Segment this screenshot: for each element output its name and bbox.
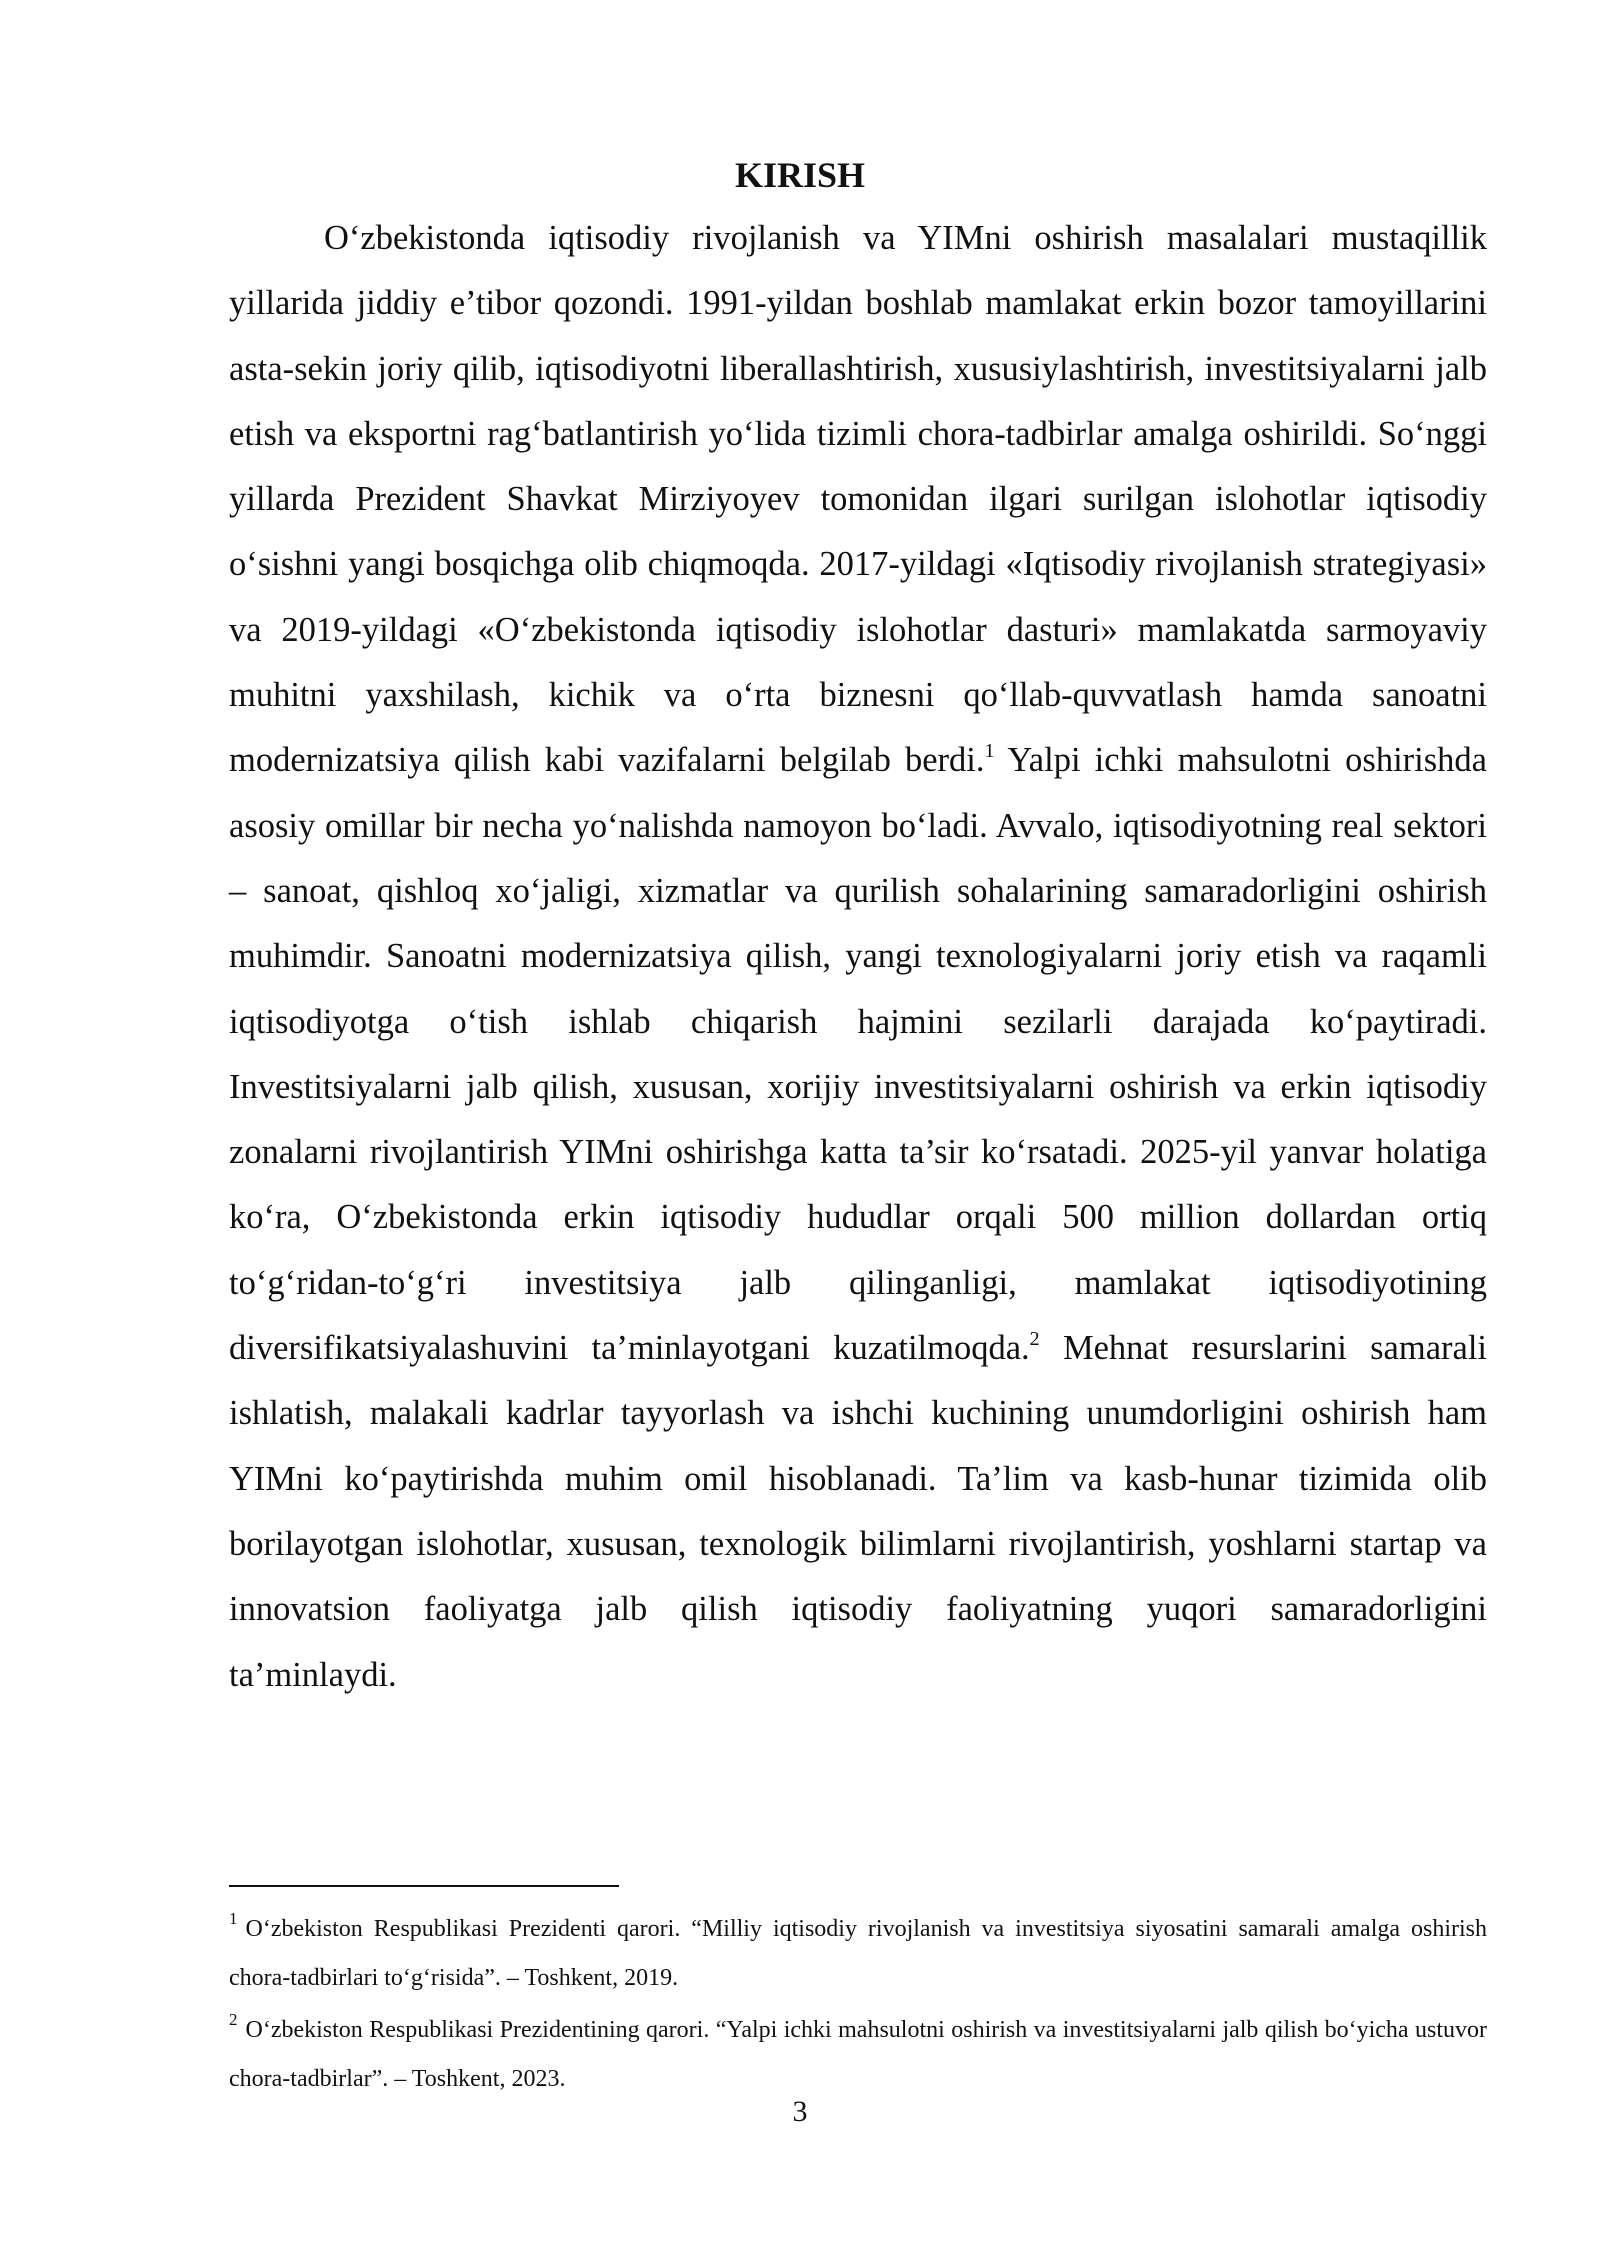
footnote-text-2: O‘zbekiston Respublikasi Prezidentining qarori. “Yalpi ichki mahsulotni oshirish va investitsiyalarni jalb qilish bo‘yicha ustuvor chora-tadbirlar”. – Toshkent, 2023. [229,2017,1487,2092]
body-paragraph [229,206,1487,1708]
page-number: 3 [792,2095,808,2128]
footnote-marker-2: 2 [229,2010,238,2029]
footnote-separator [229,1885,619,1887]
footnote-1 [229,1905,1487,2003]
footnote-reference-2[interactable]: 2 [1029,1328,1040,1351]
section-heading: KIRISH [734,155,866,195]
footnote-2 [229,2006,1487,2104]
body-text-part-2: Yalpi ichki mahsulotni oshirishda asosiy omillar bir necha yo‘nalishda namoyon bo‘ladi. Avvalo, iqtisodiyotning real sektori – sanoat, qishloq xo‘jaligi, xizmatlar va qurilish sohalarining samaradorligini oshirish muhimdir. Sanoatni modernizatsiya qilish, yangi texnologiyalarni joriy etish va raqamli iqtisodiyotga o‘tish ishlab chiqarish hajmini sezilarli darajada ko‘paytiradi. Investitsiyalarni jalb qilish, xususan, xorijiy investitsiyalarni oshirish va erkin iqtisodiy zonalarni rivojlantirish YIMni oshirishga katta ta’sir ko‘rsatadi. 2025-yil yanvar holatiga ko‘ra, O‘zbekistonda erkin iqtisodiy hududlar orqali 500 million dollardan ortiq to‘g‘ridan-to‘g‘ri investitsiya jalb qilinganligi, mamlakat iqtisodiyotining diversifikatsiyalashuvini ta’minlayotgani kuzatilmoqda. [229,741,1487,1368]
footnote-reference-1[interactable]: 1 [984,740,995,763]
footnote-text-1: O‘zbekiston Respublikasi Prezidenti qarori. “Milliy iqtisodiy rivojlanish va investitsiya siyosatini samarali amalga oshirish chora-tadbirlari to‘g‘risida”. – Toshkent, 2019. [229,1916,1487,1991]
body-text-part-3: Mehnat resurslarini samarali ishlatish, malakali kadrlar tayyorlash va ishchi kuchining unumdorligini oshirish ham YIMni ko‘paytirishda muhim omil hisoblanadi. Ta’lim va kasb-hunar tizimida olib borilayotgan islohotlar, xususan, texnologik bilimlarni rivojlantirish, yoshlarni startap va innovatsion faoliyatga jalb qilish iqtisodiy faoliyatning yuqori samaradorligini ta’minlaydi. [229,1329,1487,1694]
footnote-marker-1: 1 [229,1909,238,1928]
body-text-part-1: O‘zbekistonda iqtisodiy rivojlanish va YIMni oshirish masalalari mustaqillik yillarida jiddiy e’tibor qozondi. 1991-yildan boshlab mamlakat erkin bozor tamoyillarini asta-sekin joriy qilib, iqtisodiyotni liberallashtirish, xususiylashtirish, investitsiyalarni jalb etish va eksportni rag‘batlantirish yo‘lida tizimli chora-tadbirlar amalga oshirildi. So‘nggi yillarda Prezident Shavkat Mirziyoyev tomonidan ilgari surilgan islohotlar iqtisodiy o‘sishni yangi bosqichga olib chiqmoqda. 2017-yildagi «Iqtisodiy rivojlanish strategiyasi» va 2019-yildagi «O‘zbekistonda iqtisodiy islohotlar dasturi» mamlakatda sarmoyaviy muhitni yaxshilash, kichik va o‘rta biznesni qo‘llab-quvvatlash hamda sanoatni modernizatsiya qilish kabi vazifalarni belgilab berdi. [229,219,1487,780]
